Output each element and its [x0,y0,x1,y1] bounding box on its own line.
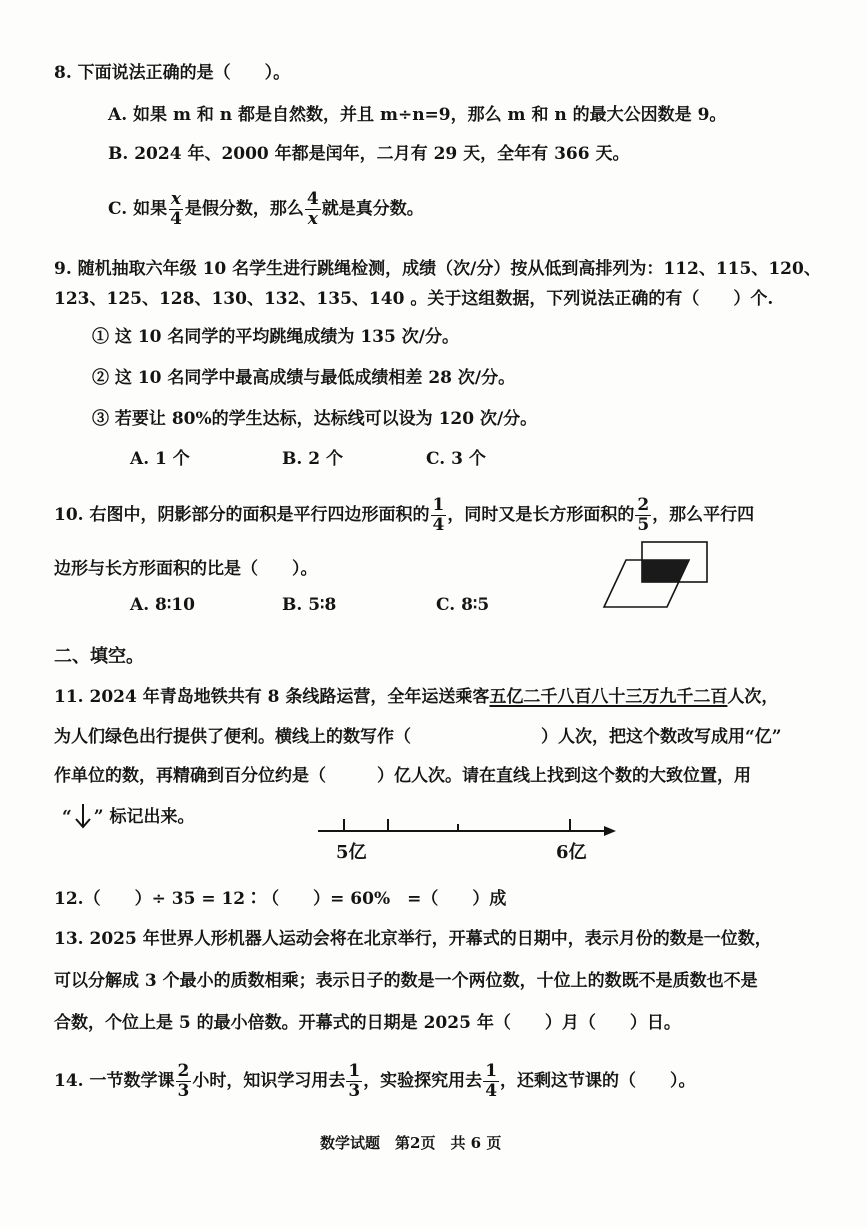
shaded-overlap [642,560,689,582]
q8-option-a: A. 如果 m 和 n 都是自然数，并且 m÷n=9，那么 m 和 n 的最大公因数是 9。 [108,105,727,125]
q14-mid2: ，实验探究用去 [363,1071,483,1091]
number-line-arrowhead [604,826,616,836]
q11-l1-prefix: 11. 2024 年青岛地铁共有 8 条线路运营，全年运送乘客 [54,687,490,707]
q10-suffix: ，那么平行四 [652,505,755,525]
q10-frac2-den: 5 [637,515,650,535]
q8-option-b: B. 2024 年、2000 年都是闰年，二月有 29 天，全年有 366 天。 [108,144,630,164]
q13-line1: 13. 2025 年世界人形机器人运动会将在北京举行，开幕式的日期中，表示月份的数是一位数， [54,929,772,949]
q14-frac3-den: 4 [485,1081,498,1101]
q14-fraction-1-4 [483,1062,499,1101]
q8-frac2-num: 4 [306,189,319,209]
q8-stem: 8. 下面说法正确的是（ ）。 [54,63,291,83]
q10-prefix: 10. 右图中，阴影部分的面积是平行四边形面积的 [54,505,430,525]
q14-fraction-2-3 [176,1062,192,1101]
q11-l1-suffix: 人次， [727,687,779,707]
q14-line [54,1058,696,1104]
q10-option-b: B. 5∶8 [282,595,337,615]
q9-statement-3: ③ 若要让 80%的学生达标，达标线可以设为 120 次/分。 [92,409,538,429]
q8-fraction-x-over-4 [168,190,184,229]
number-line-label-5: 5亿 [336,842,367,863]
q11-underlined-number: 五亿二千八百八十三万九千二百 [489,687,728,707]
q14-frac3-num: 1 [485,1061,498,1081]
q9-line2: 123、125、128、130、132、135、140 。关于这组数据，下列说法正确的有（ ）个. [54,289,774,309]
q9-option-b: B. 2 个 [282,449,343,469]
number-line-label-6: 6亿 [556,842,587,863]
q9-line1: 9. 随机抽取六年级 10 名学生进行跳绳检测，成绩（次/分）按从低到高排列为：112、115、120、 [54,259,821,279]
down-arrow-icon [72,807,94,829]
q10-frac1-den: 4 [432,515,445,535]
q8-frac2-den: x [307,209,318,229]
q10-mid: ，同时又是长方形面积的 [447,505,635,525]
q10-fraction-1-4 [431,496,447,535]
q10-option-a: A. 8∶10 [130,595,195,615]
q8-c-mid: 是假分数，那么 [184,199,304,219]
q11-line4 [62,806,194,829]
q11-l4-close-quote: ” 标记出来。 [93,807,195,827]
q14-suffix: ，还剩这节课的（ ）。 [500,1071,696,1091]
q8-fraction-4-over-x [305,190,321,229]
q10-fraction-2-5 [635,496,651,535]
q11-line3: 作单位的数，再精确到百分位约是（ ）亿人次。请在直线上找到这个数的大致位置，用 [54,766,751,786]
q14-mid1: 小时，知识学习用去 [192,1071,346,1091]
q9-statement-2: ② 这 10 名同学中最高成绩与最低成绩相差 28 次/分。 [92,368,516,388]
q9-option-a: A. 1 个 [130,449,190,469]
q11-l2-prefix: 为人们绿色出行提供了便利。横线上的数写作（ [54,727,411,747]
q9-option-c: C. 3 个 [426,449,486,469]
q10-line1 [54,492,754,538]
q11-l4-open-quote: “ [62,807,72,827]
q10-frac1-num: 1 [432,495,445,515]
q14-prefix: 14. 一节数学课 [54,1071,175,1091]
q14-frac2-num: 1 [348,1061,361,1081]
q9-statement-1: ① 这 10 名同学的平均跳绳成绩为 135 次/分。 [92,327,459,347]
section-title: 二、填空。 [54,646,144,667]
q8-option-c [108,186,424,232]
q10-frac2-num: 2 [637,495,650,515]
q11-line1 [54,686,778,708]
q13-line2: 可以分解成 3 个最小的质数相乘；表示日子的数是一个两位数，十位上的数既不是质数也不是 [54,971,758,991]
q10-line2: 边形与长方形面积的比是（ ）。 [54,559,318,579]
page-footer: 数学试题 第2页 共 6 页 [320,1134,502,1152]
q12-text: 12.（ ）÷ 35 = 12∶（ ）= 60% =（ ）成 [54,889,507,909]
q8-frac1-den: 4 [170,209,182,229]
q14-frac1-num: 2 [177,1061,190,1081]
q10-option-c: C. 8∶5 [436,595,490,615]
q11-l2-suffix: ）人次，把这个数改写成用“亿” [541,727,782,747]
q8-c-prefix: C. 如果 [108,199,168,219]
q8-c-suffix: 就是真分数。 [321,199,424,219]
q8-frac1-num: x [170,189,182,209]
q14-frac2-den: 3 [348,1081,361,1101]
q14-frac1-den: 3 [177,1081,190,1101]
q14-fraction-1-3 [346,1062,362,1101]
q13-line3: 合数，个位上是 5 的最小倍数。开幕式的日期是 2025 年（ ）月（ ）日。 [54,1013,681,1033]
q10-figure [604,540,714,610]
q11-line2 [54,726,782,748]
